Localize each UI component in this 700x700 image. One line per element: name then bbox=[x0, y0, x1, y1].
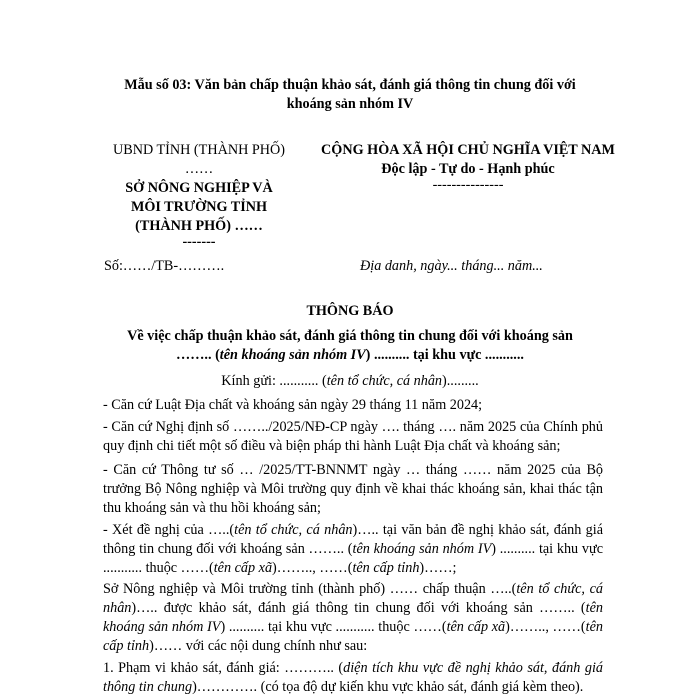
national-motto-block bbox=[298, 141, 638, 192]
placeholder: tên khoáng sản nhóm IV bbox=[103, 600, 603, 635]
placeholder: tên tổ chức, cá nhân bbox=[103, 581, 604, 616]
subject-text: …….. ( bbox=[176, 347, 220, 363]
request-consideration bbox=[103, 521, 603, 578]
agency-province-placeholder: …… bbox=[184, 161, 214, 177]
paragraph bbox=[103, 580, 603, 656]
text: )…………. (có tọa độ dự kiến khu vực khảo sát, đánh giá kèm theo). bbox=[192, 679, 584, 695]
place-and-date: Địa danh, ngày... tháng... năm... bbox=[360, 258, 543, 274]
text: - Xét đề nghị của …..( bbox=[103, 522, 235, 538]
recipient-trail: )......... bbox=[442, 373, 479, 389]
placeholder: tên cấp xã bbox=[213, 560, 273, 576]
subject-mineral-placeholder: tên khoáng sản nhóm IV bbox=[219, 347, 366, 363]
national-motto: Độc lập - Tự do - Hạnh phúc bbox=[381, 161, 555, 177]
placeholder: tên khoáng sản nhóm IV bbox=[352, 541, 492, 557]
placeholder: tên tổ chức, cá nhân bbox=[234, 522, 353, 538]
agency-divider: ------- bbox=[182, 234, 216, 250]
text: ) .......... tại khu vực ........... thuộc ……( bbox=[103, 541, 603, 576]
text: )…….., ……( bbox=[272, 560, 353, 576]
notice-subject-line1: Về việc chấp thuận khảo sát, đánh giá thông tin chung đối với khoáng sản bbox=[127, 328, 573, 344]
text: )…….., ……( bbox=[505, 619, 586, 635]
text: )….. tại văn bản đề nghị khảo sát, đánh giá thông tin chung đối với khoáng sản …….. ( bbox=[103, 522, 603, 557]
agency-name-line2: MÔI TRƯỜNG TỈNH bbox=[130, 199, 268, 215]
placeholder: tên cấp xã bbox=[446, 619, 506, 635]
notice-title: THÔNG BÁO bbox=[306, 303, 394, 319]
recipient-label: Kính gửi: ........... ( bbox=[221, 373, 327, 389]
legal-basis-decree bbox=[103, 418, 603, 456]
placeholder: diện tích khu vực đề nghị khảo sát, đánh giá thông tin chung bbox=[103, 660, 603, 695]
motto-divider: --------------- bbox=[432, 177, 504, 193]
paragraph: - Căn cứ Nghị định số ……../2025/NĐ-CP ngày …. tháng …. năm 2025 của Chính phủ quy định chi tiết một số điều và biện pháp thi hành Luật Địa chất và khoáng sản; bbox=[103, 419, 603, 454]
agency-name-line1: SỞ NÔNG NGHIỆP VÀ bbox=[125, 180, 273, 196]
approval-statement bbox=[103, 580, 603, 656]
paragraph: - Căn cứ Thông tư số … /2025/TT-BNNMT ngày … tháng …… năm 2025 của Bộ trưởng Bộ Nông nghiệp và Môi trường quy định về khai thác khoáng sản, khai thác tận thu khoáng sản và thu hồi khoáng sản; bbox=[103, 462, 603, 516]
form-heading-line2: khoáng sản nhóm IV bbox=[286, 96, 414, 112]
text: )….. được khảo sát, đánh giá thông tin chung đối với khoáng sản …….. ( bbox=[131, 600, 586, 616]
scope-section bbox=[103, 659, 603, 697]
document-number: Số:……/TB-………. bbox=[104, 258, 225, 274]
text: 1. Phạm vi khảo sát, đánh giá: ……….. ( bbox=[103, 660, 344, 676]
agency-name-line3: (THÀNH PHỐ) …… bbox=[135, 218, 263, 234]
legal-basis-circular bbox=[103, 461, 603, 518]
text: )……; bbox=[419, 560, 457, 576]
text: ) .......... tại khu vực ........... thuộc ……( bbox=[220, 619, 447, 635]
notice-subject-line2 bbox=[80, 346, 620, 365]
issuing-agency-block bbox=[94, 141, 304, 249]
text: )…… với các nội dung chính như sau: bbox=[149, 638, 368, 654]
subject-text: ) .......... tại khu vực ........... bbox=[365, 347, 524, 363]
paragraph bbox=[103, 521, 603, 578]
notice-subject bbox=[80, 327, 620, 365]
form-heading-line1: Mẫu số 03: Văn bản chấp thuận khảo sát, đánh giá thông tin chung đối với bbox=[124, 77, 576, 93]
paragraph bbox=[103, 659, 603, 697]
legal-basis-law bbox=[103, 396, 603, 415]
text: Sở Nông nghiệp và Môi trường tỉnh (thành phố) …… chấp thuận …..( bbox=[103, 581, 517, 597]
country-name: CỘNG HÒA XÃ HỘI CHỦ NGHĨA VIỆT NAM bbox=[321, 142, 615, 158]
paragraph: - Căn cứ Luật Địa chất và khoáng sản ngày 29 tháng 11 năm 2024; bbox=[103, 397, 483, 413]
placeholder: tên cấp tỉnh bbox=[352, 560, 420, 576]
recipient-placeholder: tên tổ chức, cá nhân bbox=[326, 373, 443, 389]
placeholder: tên cấp tỉnh bbox=[103, 619, 604, 654]
form-heading bbox=[100, 76, 600, 114]
recipient-line bbox=[100, 372, 600, 391]
agency-province: UBND TỈNH (THÀNH PHỐ) bbox=[113, 142, 285, 158]
